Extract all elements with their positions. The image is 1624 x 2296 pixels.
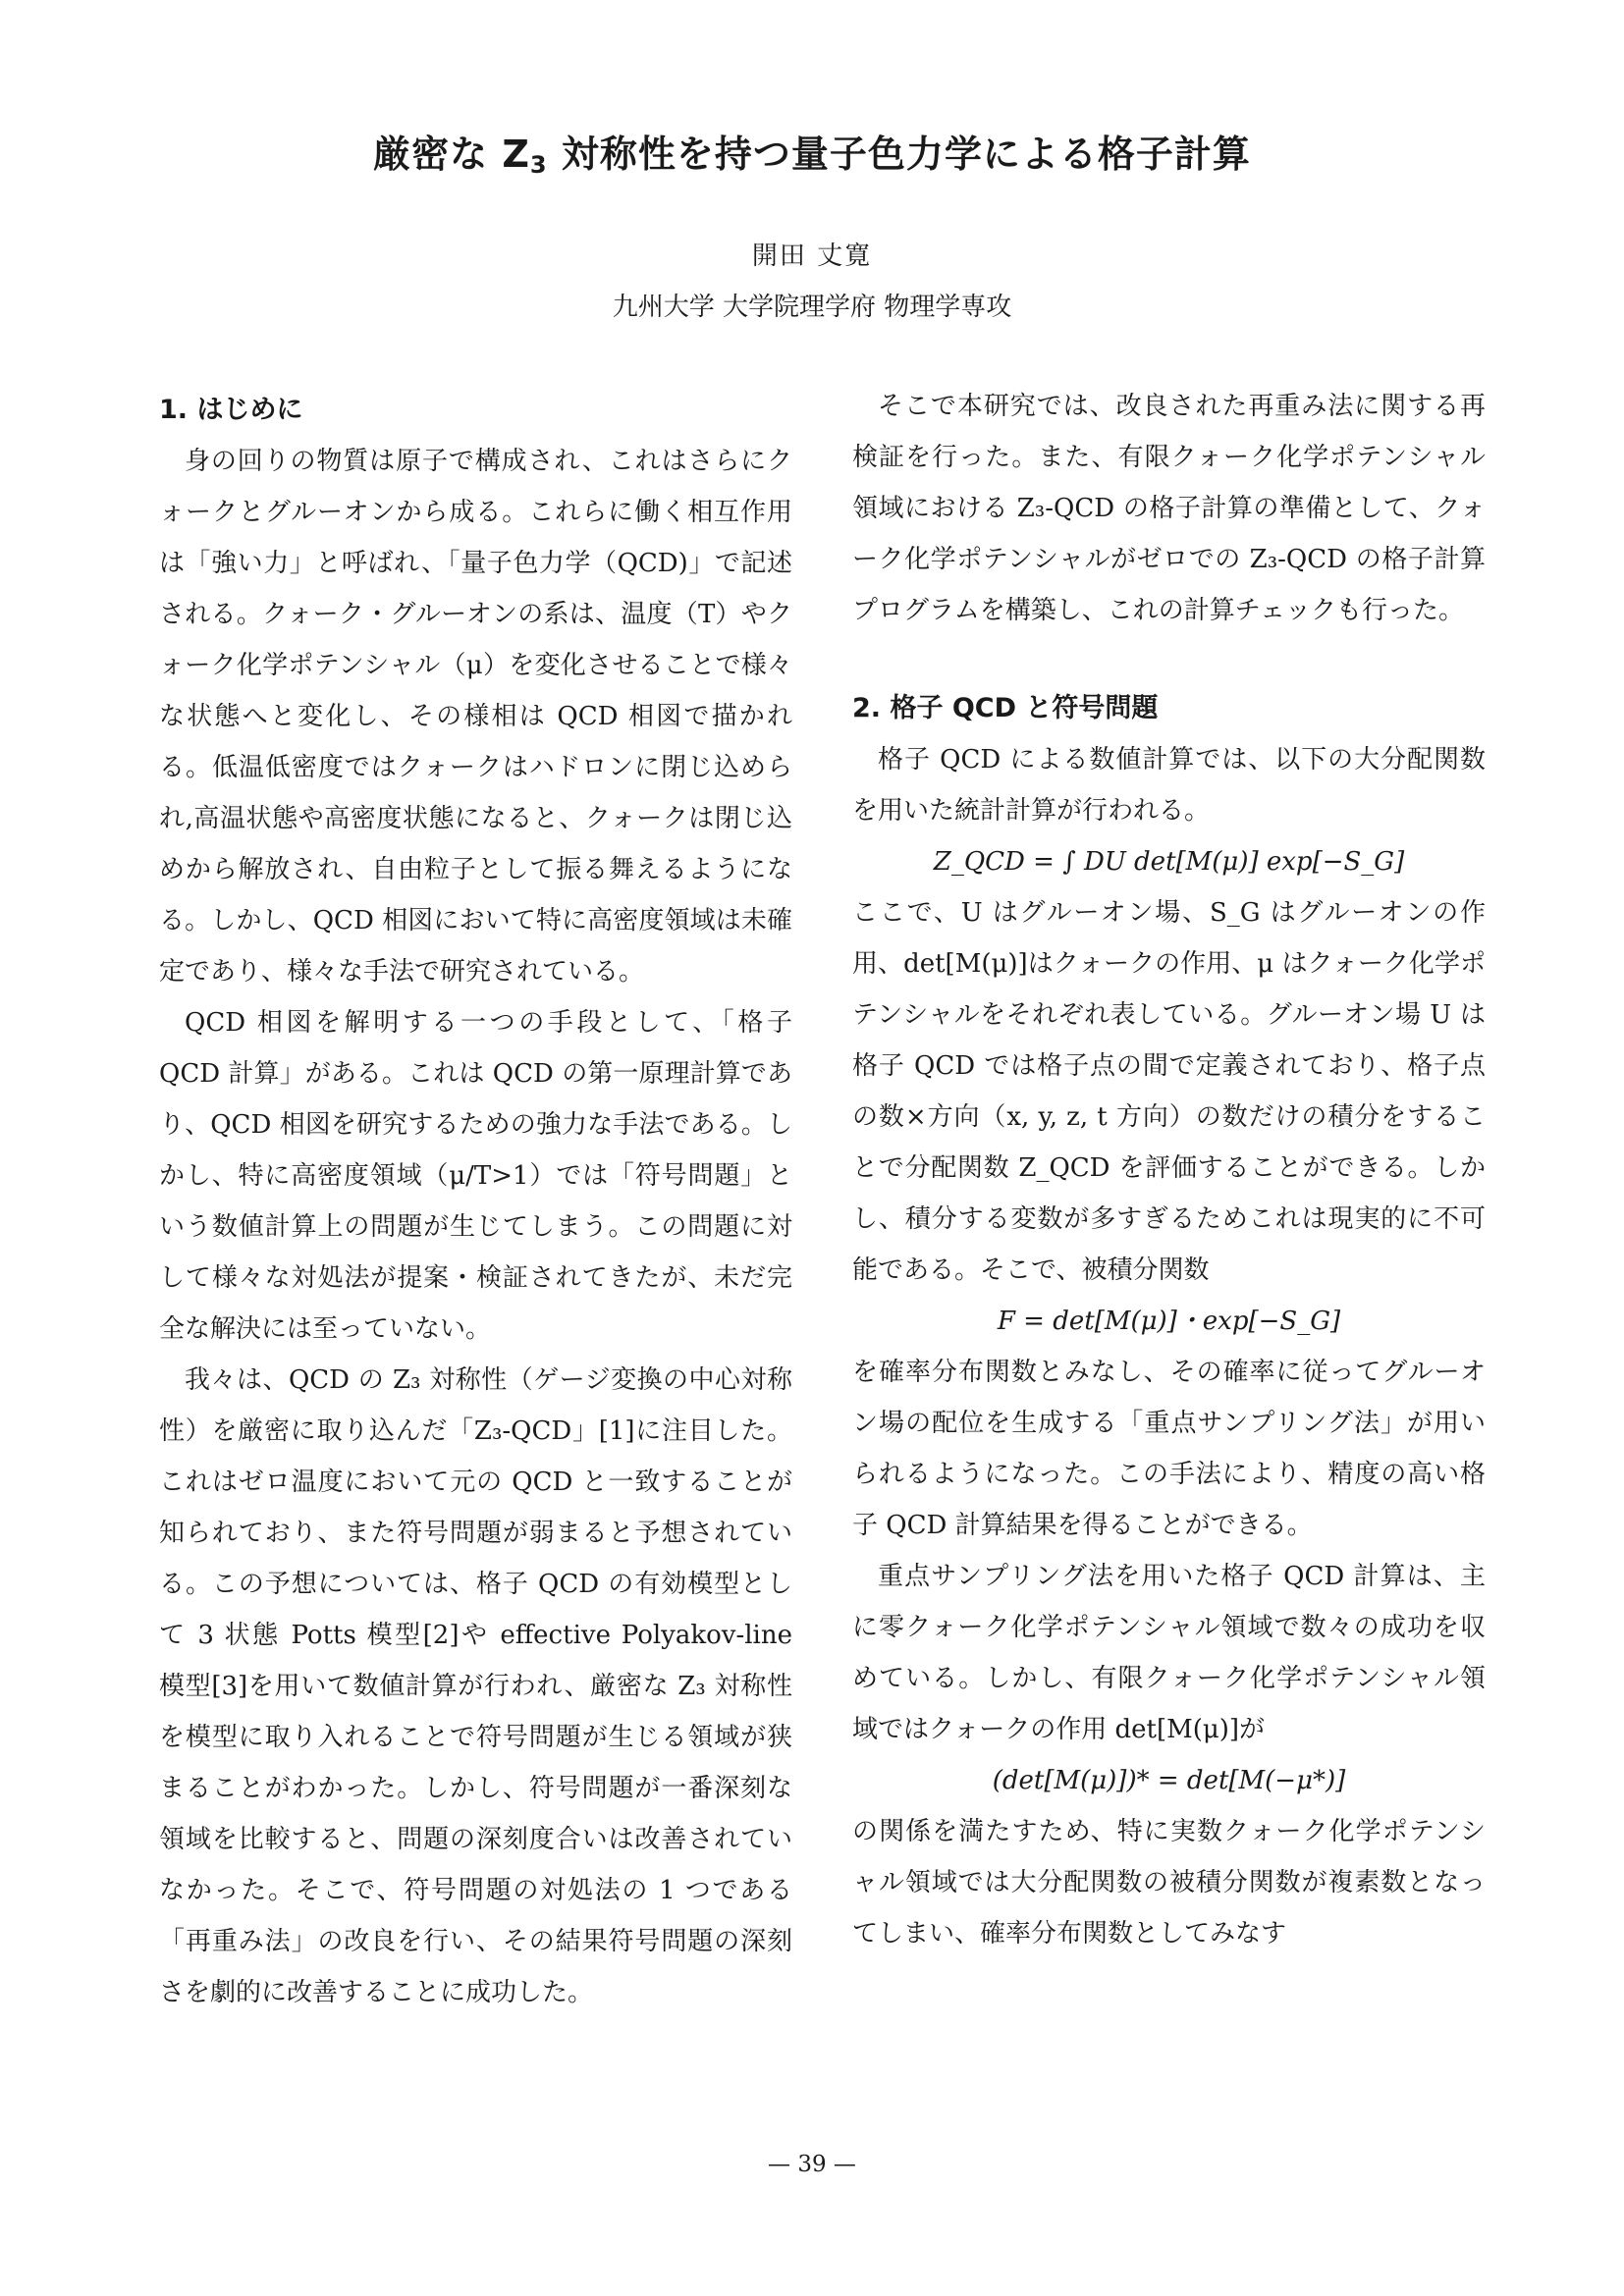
section2-paragraph-4: 重点サンプリング法を用いた格子 QCD 計算は、主に零クォーク化学ポテンシャル領域で数々の成功を収めている。しかし、有限クォーク化学ポテンシャル領域ではクォークの作用 det[M(μ)]が xyxy=(852,1562,1486,1744)
section1-paragraph-4: そこで本研究では、改良された再重み法に関する再検証を行った。また、有限クォーク化学ポテンシャル領域における Z₃-QCD の格子計算の準備として、クォーク化学ポテンシャルがゼロでの Z₃-QCD の格子計算プログラムを構築し、これの計算チェックも行った。 xyxy=(852,392,1486,625)
section2-heading: 2. 格子 QCD と符号問題 xyxy=(852,693,1159,723)
section2-paragraph-3: を確率分布関数とみなし、その確率に従ってグルーオン場の配位を生成する「重点サンプリング法」が用いられるようになった。この手法により、精度の高い格子 QCD 計算結果を得ることができる。 xyxy=(852,1358,1486,1540)
section1-paragraph-2: QCD 相図を解明する一つの手段として、「格子 QCD 計算」がある。これは QCD の第一原理計算であり、QCD 相図を研究するための強力な手法である。しかし、特に高密度領域（μ/T>1）では「符号問題」という数値計算上の問題が生じてしまう。この問題に対して様々な対処法が提案・検証されてきたが、未だ完全な解決には至っていない。 xyxy=(159,1008,792,1344)
section2-paragraph-2: ここで、U はグルーオン場、S_G はグルーオンの作用、det[M(μ)]はクォークの作用、μ はクォーク化学ポテンシャルをそれぞれ表している。グルーオン場 U は格子 QCD では格子点の間で定義されており、格子点の数×方向（x, y, z, t 方向）の数だけの積分をすることで分配関数 Z_QCD を評価することができる。しかし、積分する変数が多すぎるためこれは現実的に不可能である。そこで、被積分関数 xyxy=(852,898,1486,1285)
section1-paragraph-1: 身の回りの物質は原子で構成され、これはさらにクォークとグルーオンから成る。これらに働く相互作用は「強い力」と呼ばれ、「量子色力学（QCD)」で記述される。クォーク・グルーオンの系は、温度（T）やクォーク化学ポテンシャル（μ）を変化させることで様々な状態へと変化し、その様相は QCD 相図で描かれる。低温低密度ではクォークはハドロンに閉じ込められ,高温状態や高密度状態になると、クォークは閉じ込めから解放され、自由粒子として振る舞えるようになる。しかし、QCD 相図において特に高密度領域は未確定であり、様々な手法で研究されている。 xyxy=(159,447,792,987)
right-column xyxy=(852,381,1486,1959)
section1-heading: 1. はじめに xyxy=(159,395,303,425)
author: 開田 丈寛 xyxy=(751,241,873,271)
equation-conjugate: (det[M(μ)])* = det[M(−μ*)] xyxy=(992,1766,1346,1795)
left-column xyxy=(159,385,792,2018)
page-title: 厳密な $Z_3$ 対称性を持つ量子色力学による格子計算 xyxy=(373,133,1251,179)
equation-integrand: F = det[M(μ)]・exp[−S_G] xyxy=(997,1307,1341,1336)
affiliation: 九州大学 大学院理学府 物理学専攻 xyxy=(612,293,1012,322)
page-number: — 39 — xyxy=(768,2152,856,2177)
equation-partition-function: Z_QCD = ∫ DU det[M(μ)] exp[−S_G] xyxy=(933,847,1405,877)
section1-paragraph-3: 我々は、QCD の Z₃ 対称性（ゲージ変換の中心対称性）を厳密に取り込んだ「Z₃-QCD」[1]に注目した。これはゼロ温度において元の QCD と一致することが知られており、また符号問題が弱まると予想されている。この予想については、格子 QCD の有効模型として 3 状態 Potts 模型[2]や effective Polyakov-line 模型[3]を用いて数値計算が行われ、厳密な Z₃ 対称性を模型に取り入れることで符号問題が生じる領域が狭まることがわかった。しかし、符号問題が一番深刻な領域を比較すると、問題の深刻度合いは改善されていなかった。そこで、符号問題の対処法の 1 つである「再重み法」の改良を行い、その結果符号問題の深刻さを劇的に改善することに成功した。 xyxy=(159,1365,792,2007)
section2-paragraph-5: の関係を満たすため、特に実数クォーク化学ポテンシャル領域では大分配関数の被積分関数が複素数となってしまい、確率分布関数としてみなす xyxy=(852,1817,1486,1949)
section2-paragraph-1: 格子 QCD による数値計算では、以下の大分配関数を用いた統計計算が行われる。 xyxy=(852,745,1486,826)
